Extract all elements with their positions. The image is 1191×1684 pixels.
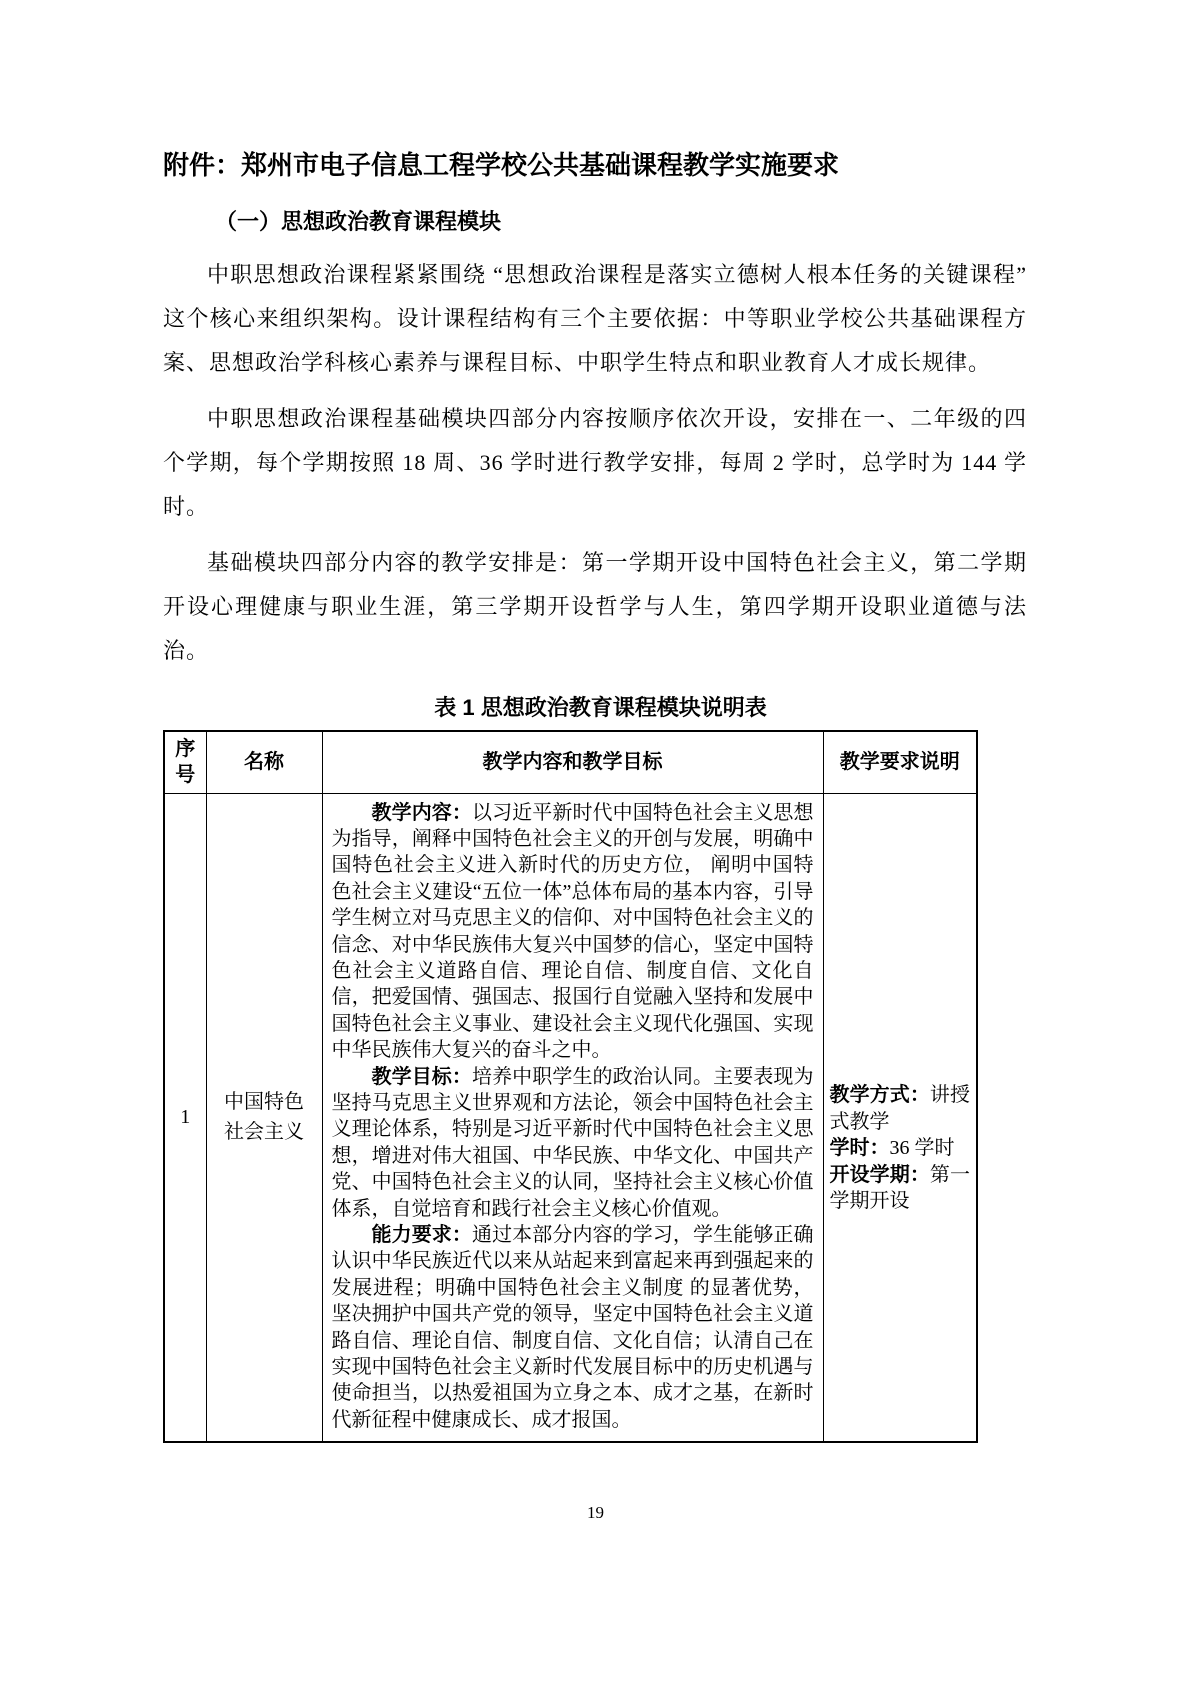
body-paragraph: 基础模块四部分内容的教学安排是：第一学期开设中国特色社会主义，第二学期开设心理健康与职业生涯，第三学期开设哲学与人生，第四学期开设职业道德与法治。 [163, 550, 1027, 663]
cell-serial-number: 1 [164, 793, 206, 1442]
content-block-label: 能力要求： [371, 1224, 472, 1246]
requirement-text: 讲授式教学 [829, 1084, 971, 1133]
body-paragraph: 中职思想政治课程基础模块四部分内容按顺序依次开设，安排在一、二年级的四个学期，每个学期按照 18 周、36 学时进行教学安排，每周 2 学时，总学时为 144 学时。 [163, 406, 1027, 519]
content-block [332, 1222, 814, 1433]
table-caption: 表 1 思想政治教育课程模块说明表 [434, 695, 767, 720]
requirement-item [830, 1162, 971, 1215]
page-title: 附件：郑州市电子信息工程学校公共基础课程教学实施要求 [163, 150, 840, 180]
section-heading: （一）思想政治教育课程模块 [215, 209, 502, 234]
requirement-text: 第一学期开设 [829, 1163, 971, 1212]
requirement-label: 学时： [829, 1137, 890, 1160]
content-block-text: 以习近平新时代中国特色社会主义思想为指导，阐释中国特色社会主义的开创与发展，明确中国特色社会主义进入新时代的历史方位， 阐明中国特色社会主义建设“五位一体”总体布局的基本内容，引导学生树立对马克思主义的信仰、对中国特色社会主义的信念、对中华民族伟大复兴中国梦的信心，坚定中国特色社会主义道路自信、理论自信、制度自信、文化自信，把爱国情、强国志、报国行自觉融入坚持和发展中国特色社会主义事业、建设社会主义现代化强国、实现中华民族伟大复兴的奋斗之中。 [331, 801, 814, 1062]
cell-teaching-requirements [823, 793, 977, 1442]
cell-teaching-content [322, 793, 823, 1442]
column-header-requirements: 教学要求说明 [823, 731, 977, 793]
page-number: 19 [587, 1503, 604, 1522]
requirement-label: 开设学期： [829, 1163, 930, 1186]
cell-course-name: 中国特色社会主义 [206, 793, 322, 1442]
column-header-name: 名称 [206, 731, 322, 793]
requirement-text: 36 学时 [889, 1137, 955, 1160]
column-header-content: 教学内容和教学目标 [322, 731, 823, 793]
requirement-item [830, 1135, 971, 1161]
content-block [332, 1064, 814, 1222]
content-block-label: 教学内容： [371, 801, 472, 824]
requirement-item [830, 1082, 971, 1135]
content-block-text: 培养中职学生的政治认同。主要表现为坚持马克思主义世界观和方法论，领会中国特色社会主义理论体系，特别是习近平新时代中国特色社会主义思想，增进对伟大祖国、中华民族、中华文化、中国共产党、中国特色社会主义的认同，坚持社会主义核心价值体系，自觉培育和践行社会主义核心价值观。 [331, 1065, 814, 1220]
content-block-text: 通过本部分内容的学习，学生能够正确认识中华民族近代以来从站起来到富起来再到强起来的发展进程；明确中国特色社会主义制度 的显著优势，坚决拥护中国共产党的领导，坚定中国特色社会主义道路自信、理论自信、制度自信、文化自信；认清自己在实现中国特色社会主义新时代发展目标中的历史机遇与使命担当，以热爱祖国为立身之本、成才之基，在新时代新征程中健康成长、成才报国。 [331, 1224, 814, 1431]
body-paragraph: 中职思想政治课程紧紧围绕 “思想政治课程是落实立德树人根本任务的关键课程”这个核心来组织架构。设计课程结构有三个主要依据：中等职业学校公共基础课程方案、思想政治学科核心素养与课程目标、中职学生特点和职业教育人才成长规律。 [163, 262, 1027, 375]
column-header-no: 序号 [164, 731, 206, 793]
content-block-label: 教学目标： [371, 1065, 472, 1088]
requirement-label: 教学方式： [829, 1084, 930, 1107]
course-module-table [163, 730, 978, 1443]
table-header-row [164, 731, 977, 793]
content-block [332, 800, 814, 1064]
table-row [164, 793, 977, 1442]
